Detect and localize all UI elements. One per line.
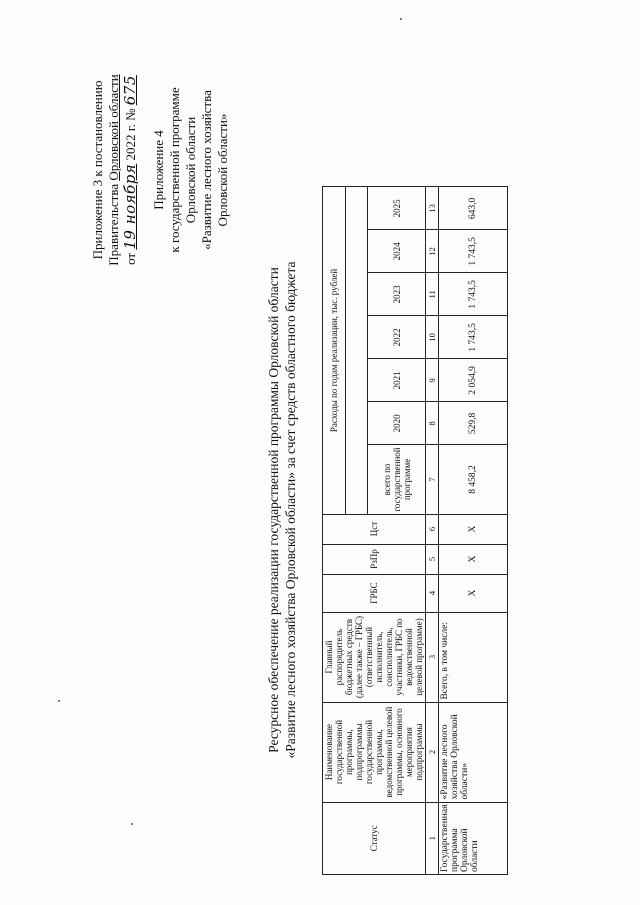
title-line-1: Ресурсное обеспечение реализации государственной программы Орловской области [266,267,281,753]
resource-table [322,186,508,875]
header-year: 2023 [368,273,426,316]
column-number: 10 [426,316,439,359]
appendix-line-3: «Развитие лесного хозяйства [199,90,214,250]
cell-cst: Х [439,514,508,544]
table-row [439,187,508,875]
column-number: 4 [426,574,439,612]
document-title [265,210,299,810]
cell-value-2023: 1 743,5 [439,273,508,316]
column-number: 11 [426,273,439,316]
header-cst: Цст [323,514,426,544]
cell-value-2021: 2 054,9 [439,359,508,402]
handwritten-date: 19 ноября [121,163,139,250]
cell-value-2024: 1 743,5 [439,230,508,273]
header-region: Орловской области [106,74,121,181]
column-number-row [426,187,439,875]
header-line-2-prefix: Правительства [106,180,121,266]
table-header-row-1 [323,187,346,875]
cell-value-2020: 529,8 [439,402,508,445]
cell-value-2025: 643,0 [439,187,508,230]
header-program-name: Наименование государственной программы, подпрограммы государственной программы, ведомственной целевой программы, основного мероприятия подпрограммы [323,702,426,802]
header-status: Статус [323,802,426,874]
scan-speck [400,18,402,20]
scan-speck [131,823,133,825]
header-line-2 [106,35,122,305]
header-line-1: Приложение 3 к постановлению [90,80,105,260]
header-grbs-description: Главный распорядитель бюджетных средств (далее также – ГРБС) (ответственный исполнитель, соисполнитель, участники, ГРБС по ведомственной целевой программе) [323,612,426,702]
cell-program-name: «Развитие лесного хозяйства Орловской области» [439,702,508,802]
cell-value-2022: 1 743,5 [439,316,508,359]
appendix-line-2: Орловской области [183,116,198,224]
appendix-line-1: к государственной программе [167,87,182,253]
header-year: 2024 [368,230,426,273]
header-year: 2022 г. № [123,105,138,164]
header-expenses: Расходы по годам реализации, тыс. рублей [323,187,346,514]
column-number: 9 [426,359,439,402]
appendix-title: Приложение 4 [151,130,166,210]
header-year: 2022 [368,316,426,359]
column-number: 2 [426,702,439,802]
column-number: 3 [426,612,439,702]
header-grbs: ГРБС [323,574,426,612]
cell-grbs: Х [439,574,508,612]
header-spacer [345,187,368,514]
cell-rzpr: Х [439,544,508,574]
cell-total: 8 458,2 [439,445,508,514]
header-rzpr: РзПр [323,544,426,574]
column-number: 12 [426,230,439,273]
appendix-line-4: Орловской области» [215,113,230,227]
column-number: 5 [426,544,439,574]
column-number: 1 [426,802,439,874]
column-number: 8 [426,402,439,445]
scan-speck [58,700,60,702]
header-total: всего по государственной программе [368,445,426,514]
approval-header [90,35,231,305]
column-number: 6 [426,514,439,544]
header-from: от [123,249,138,265]
column-number: 13 [426,187,439,230]
handwritten-number: 675 [121,75,139,106]
header-line-3 [122,35,139,305]
cell-status: Государственная программа Орловской области [439,802,508,874]
header-year: 2021 [368,359,426,402]
header-year: 2025 [368,187,426,230]
title-line-2: «Развитие лесного хозяйства Орловской области» за счет средств областного бюджета [283,261,298,759]
cell-grbs-description: Всего, в том числе: [439,612,508,702]
header-year: 2020 [368,402,426,445]
column-number: 7 [426,445,439,514]
